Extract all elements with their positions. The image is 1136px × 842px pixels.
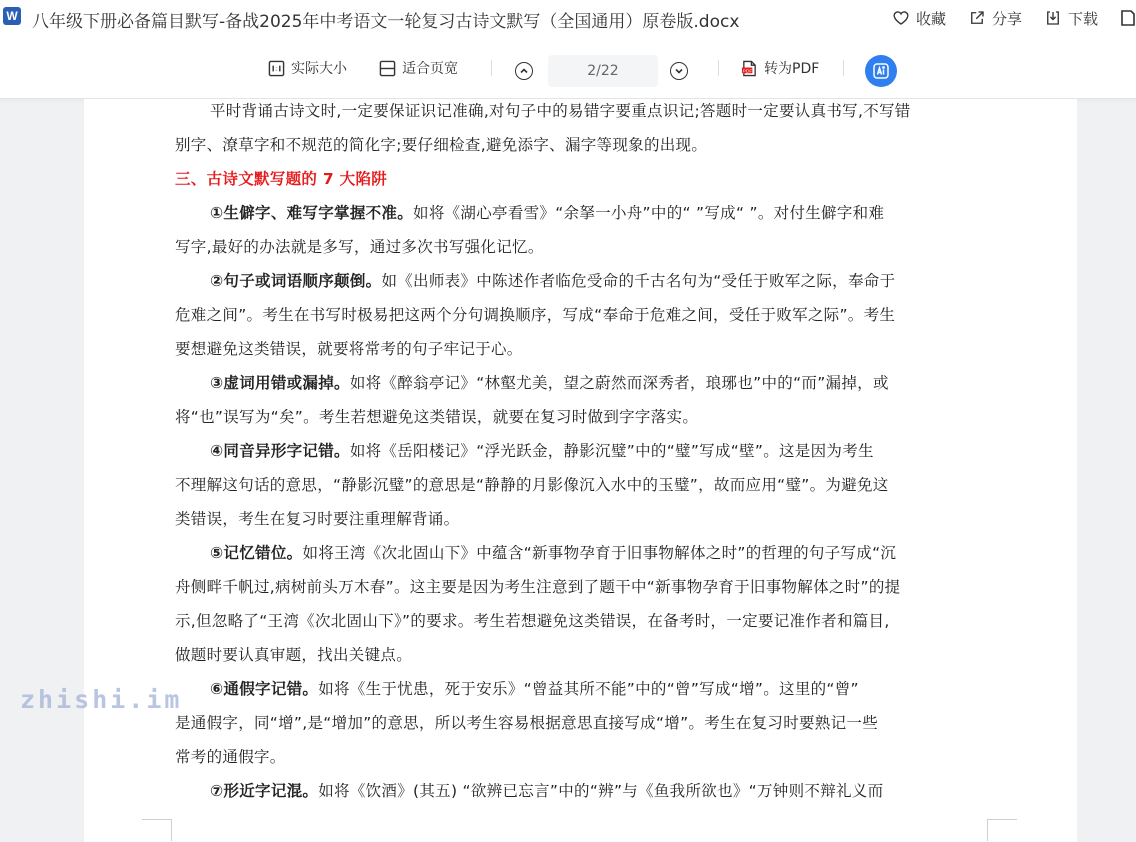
trap-title: ③虚词用错或漏掉。 — [210, 374, 350, 392]
convert-pdf-label: 转为PDF — [764, 61, 820, 77]
paragraph-line — [210, 779, 883, 801]
paragraph-line — [210, 371, 889, 393]
document-page — [84, 99, 1077, 842]
actual-size-icon — [268, 60, 285, 77]
page-down-button[interactable] — [670, 62, 688, 80]
download-button[interactable] — [1044, 8, 1098, 29]
title-bar — [0, 0, 1136, 36]
paragraph-line — [210, 439, 874, 461]
trap-title: ①生僻字、难写字掌握不准。 — [210, 204, 414, 222]
page-down-icon — [674, 66, 684, 76]
toolbar-divider — [718, 60, 719, 76]
watermark: zhishi.im — [20, 685, 183, 714]
favorite-button[interactable] — [892, 8, 946, 29]
page-up-icon — [519, 66, 529, 76]
actual-size-button[interactable] — [268, 58, 347, 78]
pdf-icon — [741, 60, 758, 77]
ai-icon — [872, 62, 890, 80]
document-title: 八年级下册必备篇目默写-备战2025年中考语文一轮复习古诗文默写（全国通用）原卷版.docx — [32, 12, 740, 32]
trap-text: 如《出师表》中陈述作者临危受命的千古名句为“受任于败军之际，奉命于 — [381, 272, 896, 290]
paragraph-line — [210, 677, 859, 699]
favorite-label: 收藏 — [915, 9, 946, 28]
trap-text: 如将《湖心亭看雪》“余拏一小舟”中的“ ”写成“ ”。对付生僻字和难 — [413, 204, 885, 222]
trap-title: ⑤记忆错位。 — [210, 544, 303, 562]
fit-width-icon — [379, 60, 396, 77]
toolbar-divider — [491, 60, 492, 76]
paragraph-line: 平时背诵古诗文时,一定要保证识记准确,对句子中的易错字要重点识记;答题时一定要认真书写,不写错 — [210, 102, 911, 120]
paragraph-line: 危难之间”。考生在书写时极易把这两个分句调换顺序，写成“奉命于危难之间，受任于败军之际”。考生 — [175, 306, 896, 324]
top-actions — [892, 0, 1136, 36]
page-corner-mark — [142, 819, 172, 841]
trap-title: ⑦形近字记混。 — [210, 782, 319, 800]
page-corner-mark — [987, 819, 1017, 841]
paragraph-line: 不理解这句话的意思，“静影沉璧”的意思是“静静的月影像沉入水中的玉璧”，故而应用“璧”。为避免这 — [175, 476, 889, 494]
trap-text: 如将王湾《次北固山下》中蕴含“新事物孕育于旧事物解体之时”的哲理的句子写成“沉 — [302, 544, 897, 562]
page-up-button[interactable] — [515, 62, 533, 80]
word-icon: W — [3, 7, 21, 25]
svg-text:PDF: PDF — [742, 68, 753, 74]
paragraph-line — [210, 541, 896, 563]
trap-text: 如将《岳阳楼记》“浮光跃金，静影沉璧”中的“璧”写成“壁”。这是因为考生 — [349, 442, 874, 460]
paragraph-line: 做题时要认真审题，找出关键点。 — [175, 646, 413, 664]
viewer-toolbar — [0, 36, 1136, 99]
paragraph-line: 写字,最好的办法就是多写，通过多次书写强化记忆。 — [175, 238, 544, 256]
paragraph-line: 别字、潦草字和不规范的简化字;要仔细检查,避免添字、漏字等现象的出现。 — [175, 136, 708, 154]
trap-text: 如将《醉翁亭记》“林壑尤美，望之蔚然而深秀者，琅琊也”中的“而”漏掉，或 — [349, 374, 889, 392]
ai-assistant-button[interactable] — [865, 55, 897, 87]
share-label: 分享 — [991, 9, 1022, 28]
share-button[interactable] — [968, 8, 1022, 29]
fit-width-button[interactable] — [379, 58, 458, 78]
paragraph-line: 将“也”误写为“矣”。考生若想避免这类错误，就要在复习时做到字字落实。 — [175, 408, 699, 426]
more-icon[interactable] — [1120, 9, 1136, 27]
paragraph-line: 舟侧畔千帆过,病树前头万木春”。这主要是因为考生注意到了题干中“新事物孕育于旧事物解体之时”的提 — [175, 578, 901, 596]
toolbar-divider — [843, 60, 844, 76]
paragraph-line: 类错误，考生在复习时要注重理解背诵。 — [175, 510, 460, 528]
paragraph-line: 常考的通假字。 — [175, 748, 286, 766]
trap-title: ②句子或词语顺序颠倒。 — [210, 272, 382, 290]
paragraph-line: 是通假字，同“增”,是“增加”的意思，所以考生容易根据意思直接写成“增”。考生在复习时要熟记一些 — [175, 714, 879, 732]
fit-width-label: 适合页宽 — [402, 61, 458, 77]
download-icon — [1044, 9, 1062, 27]
page-indicator[interactable]: 2/22 — [548, 55, 658, 87]
actual-size-label: 实际大小 — [291, 61, 347, 77]
paragraph-line — [210, 201, 884, 223]
heart-icon — [892, 9, 910, 27]
paragraph-line — [210, 269, 895, 291]
share-icon — [968, 9, 986, 27]
trap-text: 如将《饮酒》(其五) “欲辨已忘言”中的“辨”与《鱼我所欲也》“万钟则不辩礼义而 — [318, 782, 884, 800]
trap-text: 如将《生于忧患，死于安乐》“曾益其所不能”中的“曾”写成“增”。这里的“曾” — [318, 680, 859, 698]
convert-pdf-button[interactable] — [741, 58, 819, 78]
paragraph-line: 要想避免这类错误，就要将常考的句子牢记于心。 — [175, 340, 523, 358]
trap-title: ⑥通假字记错。 — [210, 680, 319, 698]
section-heading: 三、古诗文默写题的 7 大陷阱 — [175, 170, 388, 188]
download-label: 下载 — [1067, 9, 1098, 28]
trap-title: ④同音异形字记错。 — [210, 442, 350, 460]
paragraph-line: 示,但忽略了“王湾《次北固山下》”的要求。考生若想避免这类错误，在备考时，一定要记准作者和篇目, — [175, 612, 890, 630]
